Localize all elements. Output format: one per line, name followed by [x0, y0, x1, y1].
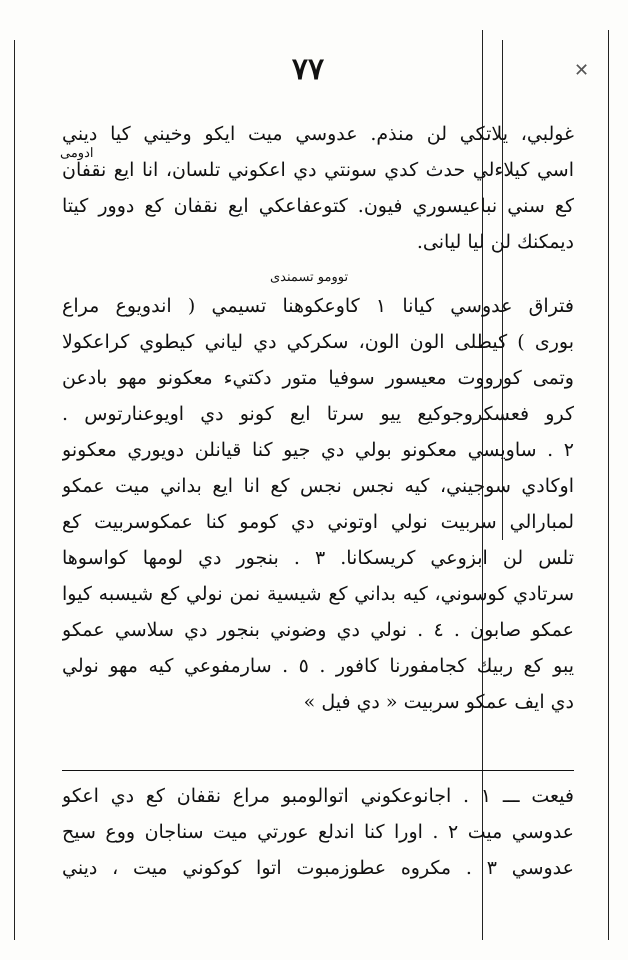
text-line: كع سني نباعيسوري فيون. كتوعفاعكي ايع نقفان كع دوور كيتا: [62, 195, 574, 217]
margin-gloss: ادومى: [60, 146, 94, 161]
text-line: لمبارالي سربيت نولي اوتوني دي كومو كنا عمكوسربيت كع: [62, 511, 574, 533]
left-margin-rule: [14, 40, 15, 940]
text-line: ديمكنك لن ليا ليانى.: [416, 231, 574, 253]
text-line: عمكو صابون . ٤ . نولي دي وضوني بنجور دي سلاسي عمكو: [62, 619, 574, 641]
text-line: تلس لن ابزوعي كريسكانا. ٣ . بنجور دي لومها كواسوها: [62, 547, 574, 569]
text-line: سرتادي كوسوني، كيه بداني كع شيسية نمن نولي كع شيسبه كيوا: [62, 583, 574, 605]
text-line: اسي كيلاءلي حدث كدي سونتي دي اعكوني تلسان، انا ايع نقفان: [62, 159, 574, 181]
text-line: بورى ) كيطلى الون الون، سكركي دي لياني كيطوي كراعكولا: [62, 331, 574, 353]
text-line: فتراق عدوسي كيانا ١ كاوعكوهنا تسيمي ( اندويوع مراع: [62, 295, 574, 317]
text-line: فيعت ـــ ١ . اجانوعكوني اتوالومبو مراع نقفان كع دي اعكو: [62, 785, 574, 807]
text-line: ٢ . ساويسي معكونو بولي دي جيو كنا قيانلن دويوري معكونو: [62, 439, 574, 461]
paragraph-3: [62, 778, 574, 886]
text-line: كرو فعسكروجوكيع ييو سرتا ايع كونو دي اويوعنارتوس .: [62, 403, 574, 425]
text-line: دي ايف عمكو سربيت « دي فيل »: [303, 691, 574, 713]
paragraph-2: [62, 288, 574, 720]
page-number: ٧٧: [291, 52, 325, 87]
text-line: يبو كع ربيك كجامفورنا كافور . ٥ . سارمفوعي كيه مهو نولي: [62, 655, 574, 677]
text-line: غولبي، يلاتكي لن منذم. عدوسي ميت ايكو وخيني كيا ديني: [62, 123, 574, 145]
interlinear-gloss: توومو تسمندى: [270, 270, 349, 285]
paragraph-1: [62, 116, 574, 260]
corner-mark: ✕: [574, 60, 590, 81]
text-line: وتمى كورووت معيسور سوفيا متور دكتيء معكونو مهو بادعن: [62, 367, 574, 389]
text-line: عدوسي ميت ٢ . اورا كنا اندلع عورتي ميت سناجان ووع سيح: [62, 821, 574, 843]
right-margin-rule: [608, 30, 609, 940]
section-divider: [62, 770, 574, 771]
text-line: اوكادي سوجيني، كيه نجس نجس كع انا ايع بداني ميت عمكو: [62, 475, 574, 497]
text-line: عدوسي ٣ . مكروه عطوزمبوت اتوا كوكوني ميت ، ديني: [62, 857, 574, 879]
